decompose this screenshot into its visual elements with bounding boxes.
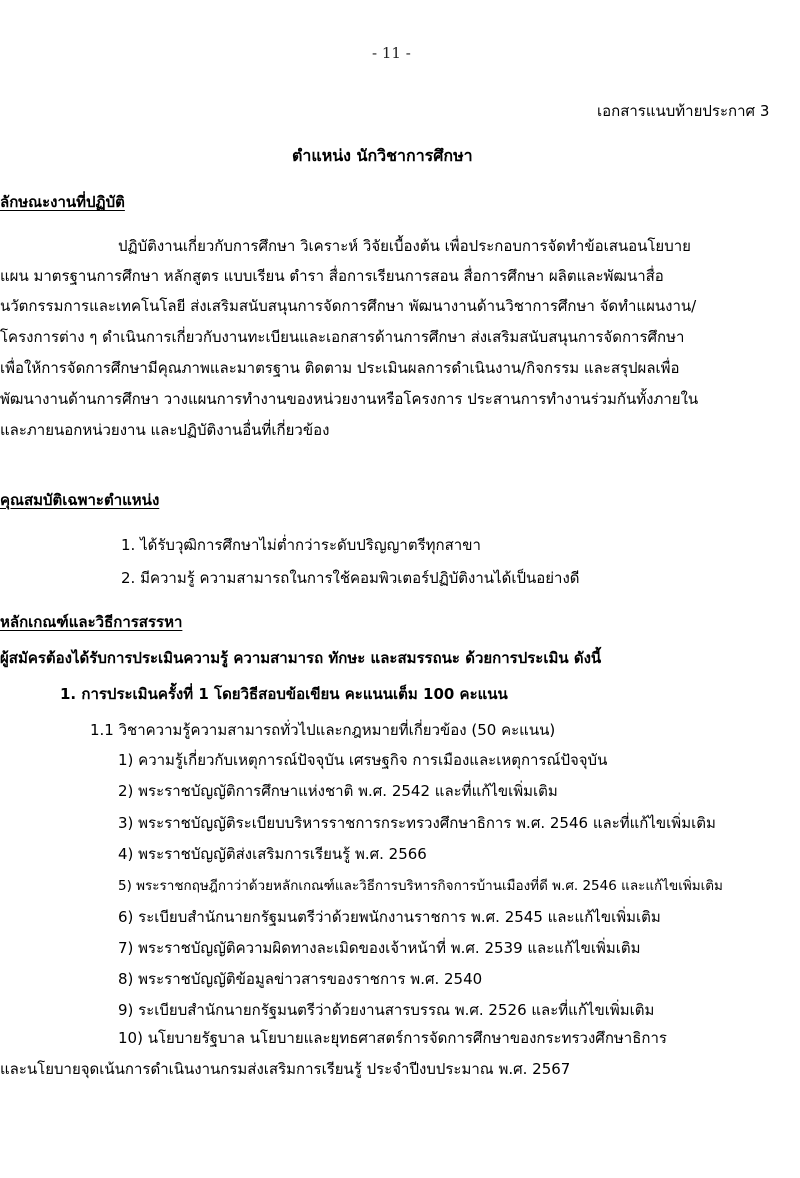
job-nature-line: เพื่อให้การจัดการศึกษามีคุณภาพและมาตรฐาน ติดตาม ประเมินผลการดำเนินงาน/กิจกรรม และสรุปผลเพื่อ	[0, 359, 680, 377]
selection-heading: หลักเกณฑ์และวิธีการสรรหา	[0, 613, 183, 631]
law-item: 2) พระราชบัญญัติการศึกษาแห่งชาติ พ.ศ. 2542 และที่แก้ไขเพิ่มเติม	[118, 782, 558, 800]
job-nature-line: ปฏิบัติงานเกี่ยวกับการศึกษา วิเคราะห์ วิจัยเบื้องต้น เพื่อประกอบการจัดทำข้อเสนอนโยบาย	[118, 237, 691, 255]
law-item: 6) ระเบียบสำนักนายกรัฐมนตรีว่าด้วยพนักงานราชการ พ.ศ. 2545 และแก้ไขเพิ่มเติม	[118, 908, 661, 926]
law-item: 8) พระราชบัญญัติข้อมูลข่าวสารของราชการ พ.ศ. 2540	[118, 970, 483, 988]
subject-1-1: 1.1 วิชาความรู้ความสามารถทั่วไปและกฎหมายที่เกี่ยวข้อง (50 คะแนน)	[90, 721, 556, 739]
law-item: 5) พระราชกฤษฎีกาว่าด้วยหลักเกณฑ์และวิธีการบริหารกิจการบ้านเมืองที่ดี พ.ศ. 2546 และแก้ไขเพิ่มเติม	[118, 878, 723, 894]
position-title: ตำแหน่ง นักวิชาการศึกษา	[292, 146, 473, 165]
job-nature-line: โครงการต่าง ๆ ดำเนินการเกี่ยวกับงานทะเบียนและเอกสารด้านการศึกษา ส่งเสริมสนับสนุนการจัดการศึกษา	[0, 328, 685, 346]
law-item: 1) ความรู้เกี่ยวกับเหตุการณ์ปัจจุบัน เศรษฐกิจ การเมืองและเหตุการณ์ปัจจุบัน	[118, 751, 608, 769]
job-nature-heading: ลักษณะงานที่ปฏิบัติ	[0, 193, 125, 211]
law-item: 9) ระเบียบสำนักนายกรัฐมนตรีว่าด้วยงานสารบรรณ พ.ศ. 2526 และที่แก้ไขเพิ่มเติม	[118, 1001, 655, 1019]
round-1-heading: 1. การประเมินครั้งที่ 1 โดยวิธีสอบข้อเขียน คะแนนเต็ม 100 คะแนน	[60, 685, 508, 703]
selection-intro: ผู้สมัครต้องได้รับการประเมินความรู้ ความสามารถ ทักษะ และสมรรถนะ ด้วยการประเมิน ดังนี้	[0, 649, 602, 667]
law-item: 10) นโยบายรัฐบาล นโยบายและยุทธศาสตร์การจัดการศึกษาของกระทรวงศึกษาธิการ	[118, 1029, 667, 1047]
law-item-continuation: และนโยบายจุดเน้นการดำเนินงานกรมส่งเสริมการเรียนรู้ ประจำปีงบประมาณ พ.ศ. 2567	[0, 1060, 571, 1078]
law-item: 3) พระราชบัญญัติระเบียบบริหารราชการกระทรวงศึกษาธิการ พ.ศ. 2546 และที่แก้ไขเพิ่มเติม	[118, 814, 716, 832]
job-nature-line: และภายนอกหน่วยงาน และปฏิบัติงานอื่นที่เกี่ยวข้อง	[0, 421, 330, 439]
page-number: - 11 -	[372, 44, 411, 62]
job-nature-line: แผน มาตรฐานการศึกษา หลักสูตร แบบเรียน ตำรา สื่อการเรียนการสอน สื่อการศึกษา ผลิตและพัฒนาสื่อ	[0, 267, 664, 285]
qualifications-heading: คุณสมบัติเฉพาะตำแหน่ง	[0, 491, 160, 509]
qualification-item: 2. มีความรู้ ความสามารถในการใช้คอมพิวเตอร์ปฏิบัติงานได้เป็นอย่างดี	[121, 569, 580, 587]
annex-label: เอกสารแนบท้ายประกาศ 3	[597, 102, 770, 120]
job-nature-line: นวัตกรรมการและเทคโนโลยี ส่งเสริมสนับสนุนการจัดการศึกษา พัฒนางานด้านวิชาการศึกษา จัดทำแผนงาน/	[0, 297, 697, 315]
qualification-item: 1. ได้รับวุฒิการศึกษาไม่ต่ำกว่าระดับปริญญาตรีทุกสาขา	[121, 536, 481, 554]
law-item: 7) พระราชบัญญัติความผิดทางละเมิดของเจ้าหน้าที่ พ.ศ. 2539 และแก้ไขเพิ่มเติม	[118, 939, 641, 957]
law-item: 4) พระราชบัญญัติส่งเสริมการเรียนรู้ พ.ศ. 2566	[118, 845, 427, 863]
job-nature-line: พัฒนางานด้านการศึกษา วางแผนการทำงานของหน่วยงานหรือโครงการ ประสานการทำงานร่วมกันทั้งภายใน	[0, 390, 699, 408]
